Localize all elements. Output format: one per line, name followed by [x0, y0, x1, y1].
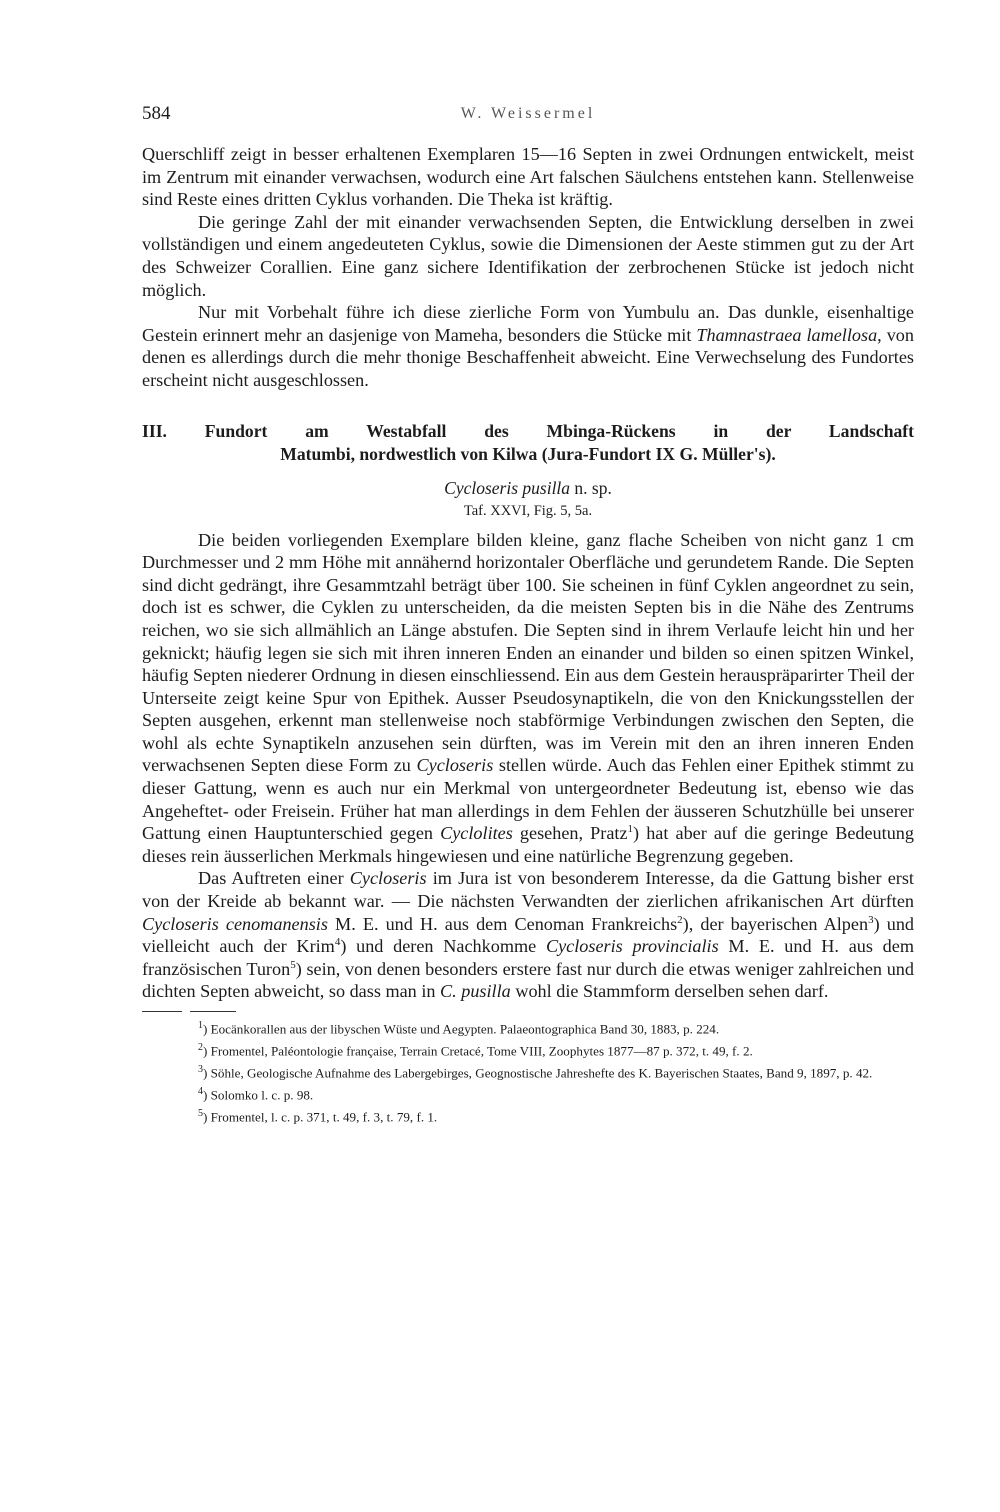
taxon-name: Cycloseris provincialis [545, 936, 719, 957]
footnote-text: ) Eocänkorallen aus der libyschen Wüste und Aegypten. Palaeontographica Band 30, 1883, p. 224. [203, 1021, 720, 1037]
footnote-number: 1 [198, 1020, 203, 1031]
footnote-ref: 4 [334, 936, 341, 949]
section-heading-line-2: Matumbi, nordwestlich von Kilwa (Jura-Fundort IX G. Müller's). [280, 443, 776, 464]
divider-segment [142, 1011, 182, 1012]
text-run: ) und deren Nachkomme [340, 936, 546, 957]
footnote-text: ) Fromentel, l. c. p. 371, t. 49, f. 3, t. 79, f. 1. [203, 1109, 438, 1125]
footnotes [142, 1017, 914, 1127]
footnote-3 [142, 1061, 914, 1083]
page-header [142, 103, 914, 143]
taxon-name: Cycloseris [349, 868, 427, 889]
species-heading [142, 477, 914, 499]
footnote-ref: 1 [627, 823, 634, 836]
footnote-ref: 3 [868, 913, 874, 926]
text-run: ) hat aber auf die geringe Bedeutung dieses rein äusserlichen Merkmals hingewiesen und eine natürliche Begrenzung gegeben. [142, 823, 914, 866]
footnote-number: 3 [198, 1063, 203, 1075]
paragraph-2: Die geringe Zahl der mit einander verwachsenden Septen, die Entwicklung derselben in zwei vollständigen und einem angedeuteten Cyklus, sowie die Dimensionen der Aeste stimmen gut zu der Art des Schweizer Corallien. Eine ganz sichere Identifikation der zerbrochenen Stücke ist jedoch nicht möglich. [142, 211, 914, 300]
taxon-name: Thamnastraea lamellosa [696, 324, 878, 345]
footnote-number: 2 [198, 1041, 203, 1053]
footnote-2 [142, 1039, 914, 1061]
running-head: W. Weissermel [460, 105, 596, 122]
section-heading-line-1: III. Fundort am Westabfall des Mbinga-Rückens in der Landschaft [142, 420, 914, 441]
plate-reference: Taf. XXVI, Fig. 5, 5a. [463, 502, 593, 519]
text-run: ), der bayerischen Alpen [682, 913, 869, 934]
paragraph-3 [142, 301, 914, 391]
taxon-name: Cyclolites [440, 823, 513, 844]
species-name: Cycloseris pusilla [444, 477, 571, 498]
footnote-ref: 5 [290, 958, 296, 971]
footnote-text: ) Fromentel, Paléontologie française, Terrain Cretacé, Tome VIII, Zoophytes 1877—87 p. 372, t. 49, f. 2. [203, 1043, 753, 1059]
text-run: ) sein, von denen besonders erstere fast nur durch die etwas weniger zahlreichen und dichten Septen abweicht, so dass man in [142, 958, 914, 1002]
footnote-number: 5 [198, 1107, 203, 1119]
page [142, 103, 914, 1127]
text-run: Nur mit Vorbehalt führe ich diese zierliche Form von Yumbulu an. Das dunkle, eisenhaltige Gestein erinnert mehr an dasjenige von Mameha, besonders die Stücke mit [142, 302, 914, 345]
text-run: M. E. und H. aus dem Cenoman Frankreichs [327, 913, 678, 934]
divider-segment [190, 1011, 236, 1012]
paragraph-5 [142, 867, 914, 1003]
footnote-1 [142, 1017, 914, 1039]
text-run: M. E. und H. aus dem französischen Turon [142, 936, 914, 979]
text-run: Das Auftreten einer [198, 868, 350, 889]
footnote-divider [142, 1007, 914, 1017]
text-run: wohl die Stammform derselben sehen darf. [510, 981, 829, 1002]
paragraph-4 [142, 529, 914, 868]
taxon-name: Cycloseris [416, 755, 494, 776]
text-run: , von denen es allerdings durch die mehr thonige Beschaffenheit abweicht. Eine Verwechselung des Fundortes erscheint nicht ausgeschlossen. [142, 324, 914, 390]
text-run: gesehen, Pratz [512, 823, 628, 844]
paragraph-1: Querschliff zeigt in besser erhaltenen Exemplaren 15—16 Septen in zwei Ordnungen entwickelt, meist im Zentrum mit einander verwachsen, wodurch eine Art falschen Säulchens entstehen kann. Stellenweise sind Reste eines dritten Cyklus vorhanden. Die Theka ist kräftig. [142, 144, 914, 210]
taxon-name: C. pusilla [440, 981, 511, 1002]
footnote-number: 4 [198, 1085, 203, 1097]
text-run: ) und vielleicht auch der Krim [142, 913, 915, 957]
footnote-ref: 2 [677, 913, 683, 926]
text-run: stellen würde. Auch das Fehlen einer Epithek stimmt zu dieser Gattung, wenn es auch nur ein Merkmal von untergeordneter Bedeutung ist, ebenso wie das Angeheftet- oder Freisein. Früher hat man allerdings in dem Fehlen der äusseren Schutzhülle bei unserer Gattung einen Hauptunterschied gegen [142, 755, 914, 844]
taxon-name: Cycloseris cenomanensis [142, 913, 328, 934]
footnote-text: ) Solomko l. c. p. 98. [203, 1087, 314, 1103]
page-number: 584 [142, 103, 171, 124]
section-heading [142, 420, 914, 466]
footnote-5 [142, 1105, 914, 1127]
species-suffix: n. sp. [570, 477, 612, 498]
text-run: Die beiden vorliegenden Exemplare bilden kleine, ganz flache Scheiben von nicht ganz 1 cm Durchmesser und 2 mm Höhe mit annähernd horizontaler Oberfläche und gerundetem Rande. Die Septen sind dicht gedrängt, ihre Gesammtzahl beträgt über 100. Sie scheinen in fünf Cyklen angeordnet zu sein, doch ist es schwer, die Cyklen zu unterscheiden, da die meisten Septen bis in die Nähe des Zentrums reichen, wo sie sich allmählich an Länge abstufen. Die Septen sind in ihrem Verlaufe leicht hin und her geknickt; häufig legen sie sich mit ihren inneren Enden an einander und bilden so einen spitzen Winkel, häufig Septen niederer Ordnung in diesen einschliessend. Ein aus dem Gestein herauspräparirter Theil der Unterseite zeigt keine Spur von Epithek. Ausser Pseudosynaptikeln, die von den Knickungsstellen der Septen ausgehen, erkennt man stellenweise noch stabförmige Verbindungen zwischen den Septen, die wohl als echte Synaptikeln anzusehen sein dürften, was im Verein mit den an ihren inneren Enden verwachsenen Septen diese Form zu [142, 529, 914, 776]
footnote-4 [142, 1083, 914, 1105]
text-run: im Jura ist von besonderem Interesse, da die Gattung bisher erst von der Kreide ab bekannt war. — Die nächsten Verwandten der zierlichen afrikanischen Art dürften [142, 868, 914, 912]
footnote-text: ) Söhle, Geologische Aufnahme des Labergebirges, Geognostische Jahreshefte des K. Bayerischen Staates, Band 9, 1897, p. 42. [203, 1065, 873, 1081]
